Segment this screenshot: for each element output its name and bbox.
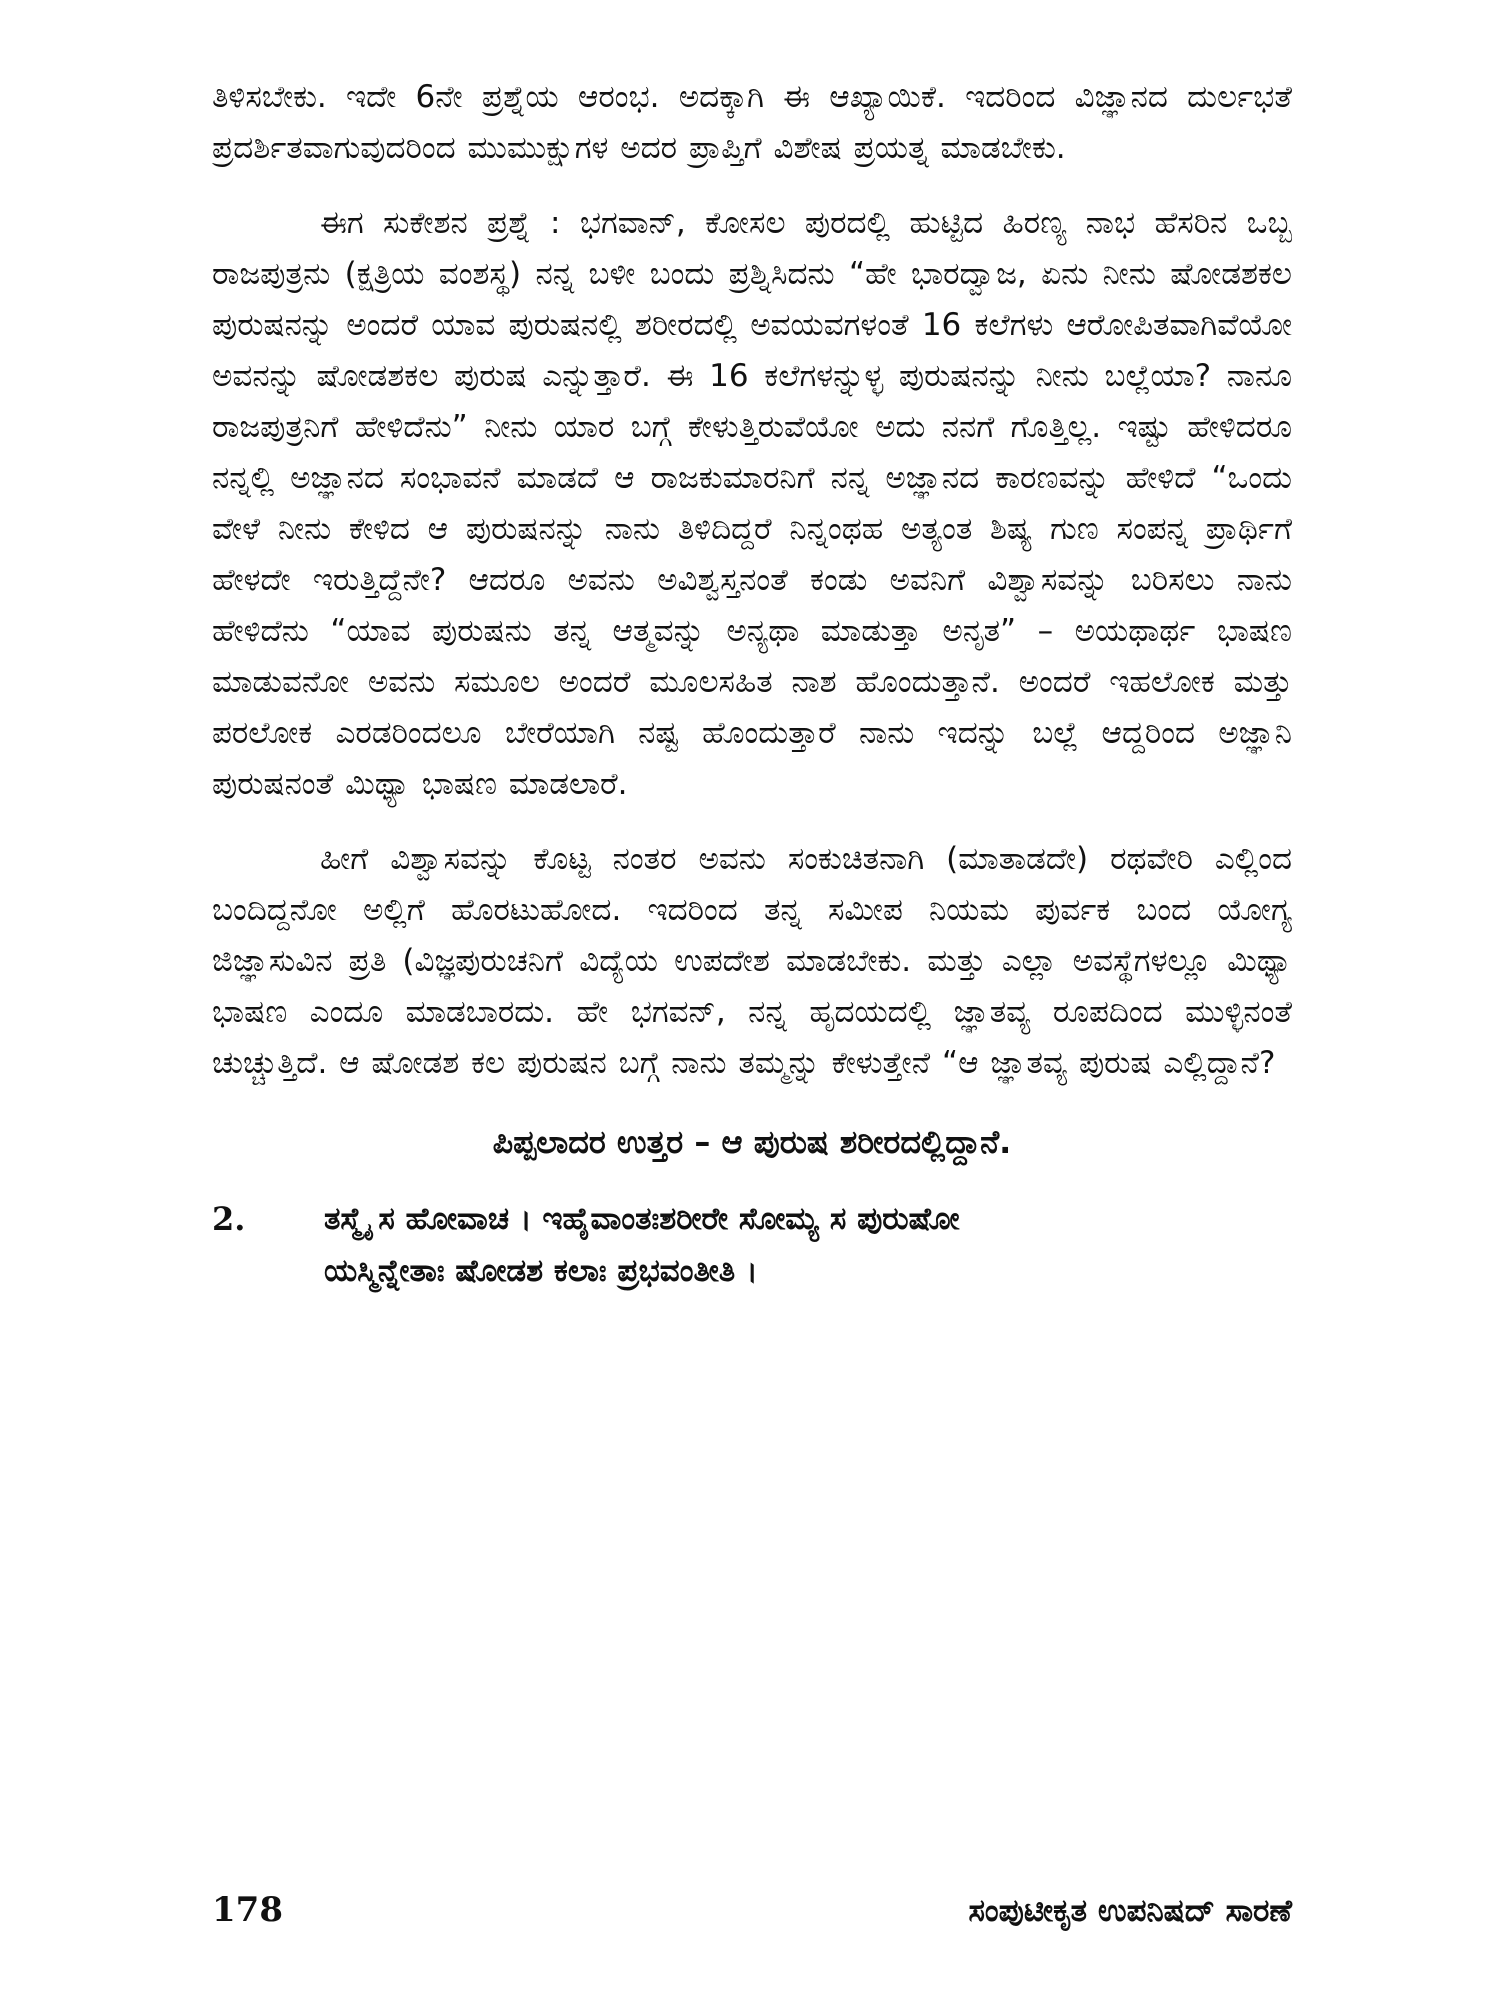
paragraph-departure: ಹೀಗೆ ವಿಶ್ವಾಸವನ್ನು ಕೊಟ್ಟ ನಂತರ ಅವನು ಸಂಕುಚಿತನಾಗಿ (ಮಾತಾಡದೇ) ರಥವೇರಿ ಎಲ್ಲಿಂದ ಬಂದಿದ್ದನೋ ಅಲ್ಲಿಗೆ ಹೊರಟುಹೋದ. ಇದರಿಂದ ತನ್ನ ಸಮೀಪ ನಿಯಮ ಪುರ್ವಕ ಬಂದ ಯೋಗ್ಯ ಜಿಜ್ಞಾಸುವಿನ ಪ್ರತಿ (ವಿಜ್ಞಪುರುಚನಿಗೆ ವಿದ್ಯೆಯ ಉಪದೇಶ ಮಾಡಬೇಕು. ಮತ್ತು ಎಲ್ಲಾ ಅವಸ್ಥೆಗಳಲ್ಲೂ ಮಿಥ್ಯಾ ಭಾಷಣ ಎಂದೂ ಮಾಡಬಾರದು. ಹೇ ಭಗವನ್, ನನ್ನ ಹೃದಯದಲ್ಲಿ ಜ್ಞಾತವ್ಯ ರೂಪದಿಂದ ಮುಳ್ಳಿನಂತೆ ಚುಚ್ಚುತ್ತಿದೆ. ಆ ಷೋಡಶ ಕಲ ಪುರುಷನ ಬಗ್ಗೆ ನಾನು ತಮ್ಮನ್ನು ಕೇಳುತ್ತೇನೆ “ಆ ಜ್ಞಾತವ್ಯ ಪುರುಷ ಎಲ್ಲಿದ್ದಾನೆ? <box>212 841 1292 1081</box>
verse-block <box>212 1193 1292 1297</box>
paragraph-sukesha-question: ಈಗ ಸುಕೇಶನ ಪ್ರಶ್ನೆ : ಭಗವಾನ್, ಕೋಸಲ ಪುರದಲ್ಲಿ ಹುಟ್ಟಿದ ಹಿರಣ್ಯ ನಾಭ ಹೆಸರಿನ ಒಬ್ಬ ರಾಜಪುತ್ರನು (ಕ್ಷತ್ರಿಯ ವಂಶಸ್ಥ) ನನ್ನ ಬಳೀ ಬಂದು ಪ್ರಶ್ನಿಸಿದನು “ಹೇ ಭಾರದ್ವಾಜ, ಏನು ನೀನು ಷೋಡಶಕಲ ಪುರುಷನನ್ನು ಅಂದರೆ ಯಾವ ಪುರುಷನಲ್ಲಿ ಶರೀರದಲ್ಲಿ ಅವಯವಗಳಂತೆ 16 ಕಲೆಗಳು ಆರೋಪಿತವಾಗಿವೆಯೋ ಅವನನ್ನು ಷೋಡಶಕಲ ಪುರುಷ ಎನ್ನುತ್ತಾರೆ. ಈ 16 ಕಲೆಗಳನ್ನುಳ್ಳ ಪುರುಷನನ್ನು ನೀನು ಬಲ್ಲೆಯಾ? ನಾನೂ ರಾಜಪುತ್ರನಿಗೆ ಹೇಳಿದೆನು” ನೀನು ಯಾರ ಬಗ್ಗೆ ಕೇಳುತ್ತಿರುವೆಯೋ ಅದು ನನಗೆ ಗೊತ್ತಿಲ್ಲ. ಇಷ್ಟು ಹೇಳಿದರೂ ನನ್ನಲ್ಲಿ ಅಜ್ಞಾನದ ಸಂಭಾವನೆ ಮಾಡದೆ ಆ ರಾಜಕುಮಾರನಿಗೆ ನನ್ನ ಅಜ್ಞಾನದ ಕಾರಣವನ್ನು ಹೇಳಿದೆ “ಒಂದು ವೇಳೆ ನೀನು ಕೇಳಿದ ಆ ಪುರುಷನನ್ನು ನಾನು ತಿಳಿದಿದ್ದರೆ ನಿನ್ನಂಥಹ ಅತ್ಯಂತ ಶಿಷ್ಯ ಗುಣ ಸಂಪನ್ನ ಪ್ರಾರ್ಥಿಗೆ ಹೇಳದೇ ಇರುತ್ತಿದ್ದೆನೇ? ಆದರೂ ಅವನು ಅವಿಶ್ವಸ್ತನಂತೆ ಕಂಡು ಅವನಿಗೆ ವಿಶ್ವಾಸವನ್ನು ಬರಿಸಲು ನಾನು ಹೇಳಿದೆನು “ಯಾವ ಪುರುಷನು ತನ್ನ ಆತ್ಮವನ್ನು ಅನ್ಯಥಾ ಮಾಡುತ್ತಾ ಅನೃತ” – ಅಯಥಾರ್ಥ ಭಾಷಣ ಮಾಡುವನೋ ಅವನು ಸಮೂಲ ಅಂದರೆ ಮೂಲಸಹಿತ ನಾಶ ಹೊಂದುತ್ತಾನೆ. ಅಂದರೆ ಇಹಲೋಕ ಮತ್ತು ಪರಲೋಕ ಎರಡರಿಂದಲೂ ಬೇರೆಯಾಗಿ ನಷ್ಟ ಹೊಂದುತ್ತಾರೆ ನಾನು ಇದನ್ನು ಬಲ್ಲೆ ಆದ್ದರಿಂದ ಅಜ್ಞಾನಿ ಪುರುಷನಂತೆ ಮಿಥ್ಯಾ ಭಾಷಣ ಮಾಡಲಾರೆ. <box>212 205 1292 802</box>
section-subheading: ಪಿಪ್ಪಲಾದರ ಉತ್ತರ – ಆ ಪುರುಷ ಶರೀರದಲ್ಲಿದ್ದಾನೆ. <box>492 1123 1012 1161</box>
paragraph-intro: ತಿಳಿಸಬೇಕು. ಇದೇ 6ನೇ ಪ್ರಶ್ನೆಯ ಆರಂಭ. ಅದಕ್ಕಾಗಿ ಈ ಆಖ್ಯಾಯಿಕೆ. ಇದರಿಂದ ವಿಜ್ಞಾನದ ದುರ್ಲಭತೆ ಪ್ರದರ್ಶಿತವಾಗುವುದರಿಂದ ಮುಮುಕ್ಷುಗಳ ಅದರ ಪ್ರಾಪ್ತಿಗೆ ವಿಶೇಷ ಪ್ರಯತ್ನ ಮಾಡಬೇಕು. <box>212 79 1292 166</box>
verse-text <box>324 1193 1224 1297</box>
verse-number: 2. <box>212 1200 246 1238</box>
page-number: 178 <box>212 1890 283 1930</box>
page-body <box>212 72 1292 1297</box>
verse-line-2: ಯಸ್ಮಿನ್ನೇತಾಃ ಷೋಡಶ ಕಲಾಃ ಪ್ರಭವಂತೀತಿ । <box>324 1253 758 1289</box>
verse-line-1: ತಸ್ಮೈ ಸ ಹೋವಾಚ । ಇಹೈವಾಂತಃಶರೀರೇ ಸೋಮ್ಯ ಸ ಪುರುಷೋ <box>324 1201 960 1237</box>
book-title: ಸಂಪುಟೀಕೃತ ಉಪನಿಷದ್ ಸಾರಣೆ <box>968 1893 1292 1929</box>
page-footer <box>212 1890 1292 1930</box>
